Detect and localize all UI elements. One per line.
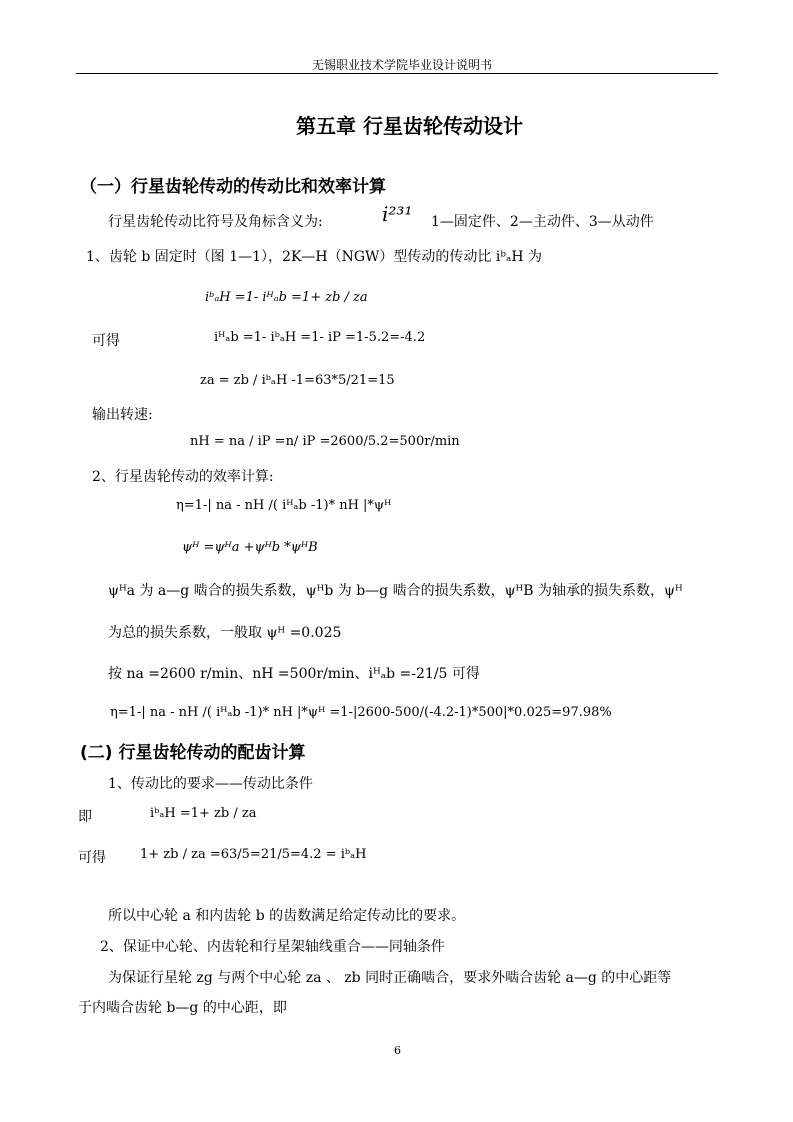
text-line: 于内啮合齿轮 b—g 的中心距，即 [78,1000,287,1016]
equation: η=1-| na - nH /( iᴴₐb -1)* nH |*ψᴴ [176,498,392,513]
text-line: 所以中心轮 a 和内齿轮 b 的齿数满足给定传动比的要求。 [108,908,466,924]
equation: iᴴₐb =1- iᵇₐH =1- iP =1-5.2=-4.2 [214,330,426,345]
ratio-symbol: i²³¹ [382,202,413,226]
text-line: 按 na =2600 r/min、nH =500r/min、iᴴₐb =-21/5 可得 [108,666,480,682]
text-line: 2、保证中心轮、内齿轮和行星架轴线重合——同轴条件 [100,939,445,955]
section-heading-2: (二) 行星齿轮传动的配齿计算 [80,743,306,763]
equation: za = zb / iᵇₐH -1=63*5/21=15 [200,373,395,388]
ratio-notation-prefix: 行星齿轮传动比符号及角标含义为: [108,214,323,230]
text-line: 1、齿轮 b 固定时（图 1—1），2K—H（NGW）型传动的传动比 iᵇₐH 为 [86,249,543,265]
equation: nH = na / iP =n/ iP =2600/5.2=500r/min [190,434,460,449]
equation: iᵇₐH =1+ zb / za [150,806,257,821]
label-ji: 即 [78,809,92,825]
label-kede: 可得 [92,333,120,349]
ratio-notation-suffix: 1—固定件、2—主动件、3—从动件 [431,214,654,230]
equation: 1+ zb / za =63/5=21/5=4.2 = iᵇₐH [140,847,367,862]
text-line: 为保证行星轮 zg 与两个中心轮 za 、 zb 同时正确啮合，要求外啮合齿轮 a—g 的中心距等 [108,970,672,986]
equation: η=1-| na - nH /( iᴴₐb -1)* nH |*ψᴴ =1-|2600-500/(-4.2-1)*500|*0.025=97.98% [110,705,612,720]
text-line: 为总的损失系数，一般取 ψᴴ =0.025 [108,625,342,641]
page-number: 6 [394,1044,401,1057]
text-line: 2、行星齿轮传动的效率计算: [92,469,274,485]
chapter-title: 第五章 行星齿轮传动设计 [296,114,523,138]
header-rule [76,73,718,74]
text-line: ψᴴa 为 a—g 啮合的损失系数，ψᴴb 为 b—g 啮合的损失系数，ψᴴB 为轴承的损失系数，ψᴴ [108,583,683,599]
text-line: 输出转速: [92,407,153,423]
section-heading-1: （一）行星齿轮传动的传动比和效率计算 [80,177,386,197]
equation: iᵇₐH =1- iᴴₐb =1+ zb / za [205,290,368,305]
running-header: 无锡职业技术学院毕业设计说明书 [312,58,493,72]
equation: ψᴴ =ψᴴa +ψᴴb *ψᴴB [182,540,318,555]
text-line: 1、传动比的要求——传动比条件 [108,776,313,792]
label-kede: 可得 [78,850,106,866]
